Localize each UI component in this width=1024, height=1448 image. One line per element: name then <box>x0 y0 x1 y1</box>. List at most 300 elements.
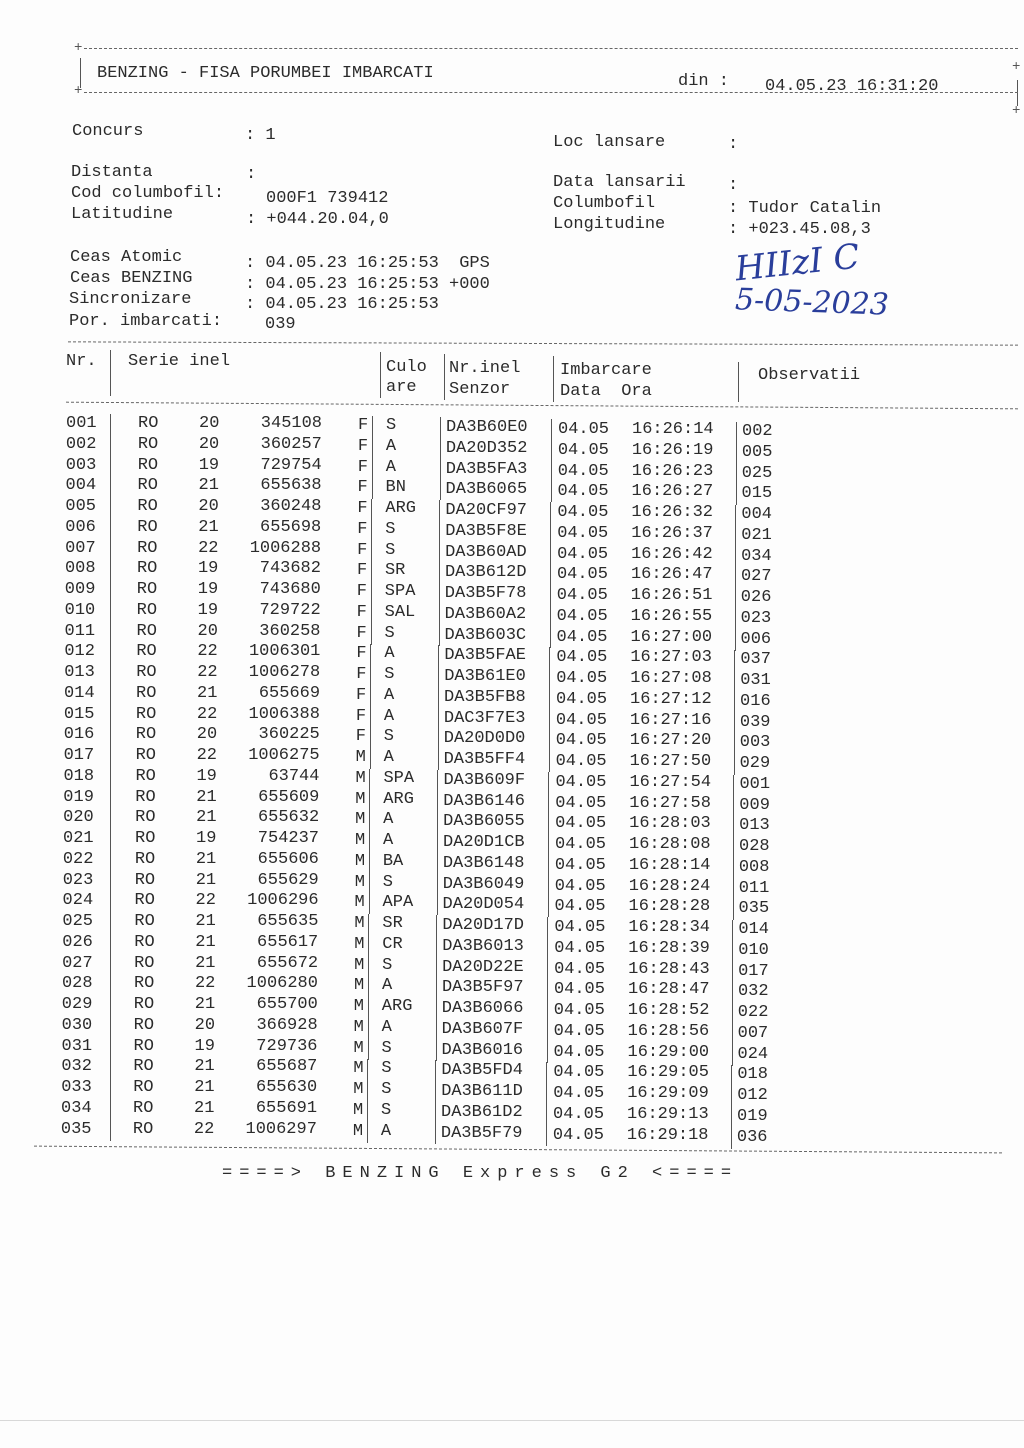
cell-nr: 018 <box>63 766 95 786</box>
cell-nr: 002 <box>65 434 97 454</box>
cell-observatii: 014 <box>738 920 769 939</box>
cell-country: RO <box>134 870 156 890</box>
cell-color: S <box>381 1059 392 1079</box>
table-row <box>0 849 1024 877</box>
cell-sensor: DA3B6049 <box>442 874 525 894</box>
longitudine-label: Longitudine <box>553 215 666 234</box>
row-divider <box>435 1123 436 1144</box>
cell-observatii: 032 <box>737 982 769 1002</box>
ceas-benzing-value: : 04.05.23 16:25:53 +000 <box>245 275 490 294</box>
cell-year: 22 <box>195 891 216 911</box>
cell-country: RO <box>136 559 158 579</box>
row-divider <box>110 684 111 705</box>
cell-observatii: 029 <box>739 754 771 773</box>
cell-time: 16:26:55 <box>630 606 713 626</box>
cell-country: RO <box>137 538 158 558</box>
cell-nr: 033 <box>61 1078 92 1097</box>
cell-date: 04.05 <box>555 835 607 854</box>
cell-sensor: DA3B6146 <box>443 791 525 811</box>
cell-sex: M <box>354 955 365 975</box>
row-divider <box>110 933 111 954</box>
cell-sex: M <box>355 831 366 850</box>
document-title: BENZING - FISA PORUMBEI IMBARCATI <box>97 64 434 83</box>
cell-country: RO <box>135 808 156 828</box>
row-divider <box>110 435 111 456</box>
cell-time: 16:28:34 <box>628 918 711 937</box>
cell-year: 21 <box>194 1078 215 1097</box>
cell-sex: M <box>354 851 366 871</box>
row-divider <box>110 580 111 601</box>
cell-color: S <box>382 872 393 892</box>
table-col-divider <box>380 352 381 398</box>
cell-color: APA <box>382 893 414 913</box>
cell-observatii: 016 <box>740 691 771 711</box>
cell-year: 22 <box>193 1119 215 1139</box>
table-row <box>0 787 1024 815</box>
sincronizare-value: : 04.05.23 16:25:53 <box>245 295 439 314</box>
cell-time: 16:27:58 <box>629 793 711 813</box>
table-row <box>0 1078 1024 1105</box>
cell-ring: 655609 <box>258 787 320 807</box>
col-header-serie: Serie inel <box>128 352 231 371</box>
cell-date: 04.05 <box>554 938 606 958</box>
cell-country: RO <box>136 683 157 703</box>
cell-country: RO <box>134 891 155 911</box>
cell-color: S <box>382 955 393 975</box>
cell-year: 22 <box>196 704 218 724</box>
table-row <box>0 808 1024 836</box>
cell-sensor: DA20D352 <box>445 438 528 458</box>
cell-observatii: 036 <box>736 1127 768 1147</box>
cell-ring: 729736 <box>256 1036 318 1056</box>
cell-date: 04.05 <box>557 482 609 502</box>
cell-year: 21 <box>198 517 219 537</box>
cell-color: S <box>384 623 395 643</box>
cell-sex: M <box>353 1059 364 1079</box>
handwritten-date: 5-05-2023 <box>734 282 890 323</box>
cell-sex: M <box>352 1121 364 1141</box>
row-divider <box>110 995 111 1016</box>
row-divider <box>110 663 111 684</box>
cell-sex: F <box>357 540 368 560</box>
header-corner: + <box>1012 59 1021 75</box>
table-row <box>0 497 1024 524</box>
cod-columbofil-label: Cod columbofil: <box>71 184 225 203</box>
cell-country: RO <box>137 434 159 454</box>
cell-sex: M <box>353 1038 364 1058</box>
cell-year: 22 <box>196 746 217 765</box>
cell-sensor: DA20D17D <box>442 916 525 935</box>
cell-nr: 006 <box>65 517 96 537</box>
cell-sex: F <box>356 665 367 684</box>
cell-sensor: DA3B612D <box>444 563 527 583</box>
cell-country: RO <box>136 642 157 662</box>
cell-ring: 1006280 <box>246 974 318 994</box>
cell-sensor: DA3B5F79 <box>440 1123 523 1143</box>
cell-time: 16:28:08 <box>629 835 711 854</box>
cell-time: 16:27:50 <box>629 752 712 771</box>
columbofil-label: Columbofil <box>553 194 656 213</box>
cell-ring: 655606 <box>257 849 319 869</box>
row-divider <box>110 1099 111 1120</box>
cell-sex: F <box>357 519 368 539</box>
cell-time: 16:27:08 <box>630 669 712 688</box>
cell-observatii: 012 <box>737 1086 768 1105</box>
cell-color: SR <box>384 561 406 581</box>
cell-sensor: DA3B61D2 <box>441 1102 523 1122</box>
cell-sensor: DA20D22E <box>442 957 524 977</box>
cell-date: 04.05 <box>557 503 609 522</box>
cell-year: 21 <box>195 912 216 931</box>
ceas-benzing-label: Ceas BENZING <box>70 269 193 288</box>
data-lansarii-value: : <box>728 176 739 195</box>
col-header-observatii: Observatii <box>758 366 861 385</box>
cell-time: 16:27:20 <box>629 731 712 751</box>
page-bottom-edge <box>0 1420 1024 1421</box>
cell-country: RO <box>133 1015 155 1035</box>
row-divider <box>546 1125 547 1146</box>
cell-nr: 004 <box>65 476 97 496</box>
cell-nr: 005 <box>65 497 96 516</box>
header-corner: + <box>74 40 83 56</box>
cell-color: CR <box>382 934 403 954</box>
header-corner: + <box>74 83 83 99</box>
col-header-data-ora: Data Ora <box>560 382 652 401</box>
cell-color: A <box>383 706 395 726</box>
cell-color: S <box>381 1038 392 1058</box>
cell-color: A <box>383 831 394 850</box>
cell-color: S <box>383 727 394 747</box>
cell-date: 04.05 <box>554 918 606 937</box>
cell-color: A <box>380 1121 392 1141</box>
cell-country: RO <box>133 1036 154 1056</box>
cell-sensor: DA3B61E0 <box>444 667 526 686</box>
cell-year: 20 <box>199 414 220 433</box>
cell-color: BA <box>382 851 404 871</box>
cell-sex: M <box>353 1080 364 1099</box>
cell-date: 04.05 <box>553 1063 605 1083</box>
table-col-divider <box>738 362 739 402</box>
cell-sex: F <box>357 499 368 518</box>
row-divider <box>110 1016 111 1037</box>
cell-ring: 655691 <box>255 1098 318 1118</box>
table-col-divider <box>553 356 554 402</box>
cell-time: 16:28:56 <box>627 1021 710 1041</box>
cell-date: 04.05 <box>553 1001 605 1020</box>
cell-sensor: DA3B6013 <box>442 936 524 956</box>
row-divider <box>110 788 111 809</box>
cell-country: RO <box>133 974 155 994</box>
cell-nr: 009 <box>64 580 96 599</box>
cell-observatii: 010 <box>738 940 769 960</box>
cell-ring: 729754 <box>260 455 322 475</box>
cell-observatii: 031 <box>740 671 771 690</box>
table-row <box>0 1057 1024 1085</box>
cell-ring: 1006297 <box>245 1119 317 1139</box>
cell-nr: 010 <box>64 600 96 620</box>
cell-ring: 1006388 <box>248 704 320 724</box>
cell-sex: F <box>357 478 368 498</box>
cell-sex: F <box>355 727 366 747</box>
cell-year: 21 <box>194 1057 215 1077</box>
cell-country: RO <box>133 1078 154 1097</box>
longitudine-value: : +023.45.08,3 <box>728 220 871 239</box>
cell-time: 16:26:27 <box>631 482 714 502</box>
cell-ring: 360257 <box>260 434 322 454</box>
cell-sex: F <box>356 644 367 664</box>
cell-sensor: DA20D0D0 <box>443 729 526 749</box>
table-row <box>0 600 1024 628</box>
cell-date: 04.05 <box>555 793 607 813</box>
cell-sex: M <box>355 768 366 788</box>
cell-date: 04.05 <box>554 959 606 979</box>
cell-nr: 019 <box>63 787 94 807</box>
cell-observatii: 021 <box>741 525 772 545</box>
cell-sex: F <box>356 602 367 622</box>
cell-year: 22 <box>194 974 216 994</box>
cell-sex: M <box>353 1100 364 1120</box>
cell-time: 16:26:32 <box>631 503 714 522</box>
row-divider <box>110 974 111 995</box>
data-lansarii-label: Data lansarii <box>553 173 686 192</box>
cell-sensor: DA3B609F <box>443 770 526 790</box>
cell-sex: F <box>356 561 368 581</box>
header-bottom-rule <box>84 92 1018 93</box>
cell-color: A <box>384 644 395 664</box>
row-divider <box>110 414 111 435</box>
cell-color: ARG <box>385 499 416 518</box>
table-row <box>0 1098 1024 1126</box>
cell-sensor: DAC3F7E3 <box>443 708 526 728</box>
table-row <box>0 559 1024 587</box>
cell-sensor: DA3B5F78 <box>444 584 527 603</box>
cell-country: RO <box>137 497 158 516</box>
cell-observatii: 013 <box>739 816 770 836</box>
table-row <box>0 891 1024 919</box>
cell-nr: 008 <box>64 559 96 579</box>
table-row <box>0 995 1024 1022</box>
cell-observatii: 007 <box>737 1023 769 1043</box>
cell-color: A <box>381 1017 392 1037</box>
cell-nr: 012 <box>64 642 95 662</box>
cell-country: RO <box>136 580 158 599</box>
cell-ring: 743682 <box>259 559 321 579</box>
table-row <box>0 829 1024 856</box>
cell-date: 04.05 <box>553 980 605 1000</box>
cell-time: 16:27:12 <box>630 689 712 709</box>
cell-sensor: DA3B60E0 <box>446 418 528 437</box>
cell-time: 16:26:14 <box>632 420 714 439</box>
concurs-value: : 1 <box>245 126 276 145</box>
table-row <box>0 683 1024 711</box>
cell-color: S <box>381 1100 392 1120</box>
row-divider <box>110 1120 111 1141</box>
footer-banner: ====> BENZING Express G2 <==== <box>222 1164 739 1183</box>
cell-observatii: 039 <box>739 712 771 732</box>
cell-nr: 003 <box>65 455 97 475</box>
cell-sensor: DA20CF97 <box>445 501 528 520</box>
row-divider <box>110 497 111 518</box>
cell-ring: 655669 <box>258 683 321 703</box>
cell-observatii: 034 <box>741 546 772 566</box>
cell-color: BN <box>385 478 406 498</box>
header-corner: + <box>1012 103 1021 119</box>
cell-year: 21 <box>196 808 217 828</box>
cell-sensor: DA3B607F <box>441 1019 524 1039</box>
cell-observatii: 035 <box>738 899 770 919</box>
din-label: din : <box>678 72 730 91</box>
ceas-atomic-label: Ceas Atomic <box>70 248 183 267</box>
table-row <box>0 414 1024 441</box>
cell-color: A <box>383 810 394 830</box>
cell-ring: 655629 <box>257 870 319 890</box>
col-header-nrinel: Nr.inel <box>449 359 521 378</box>
loc-lansare-value: : <box>728 135 739 154</box>
cell-sex: F <box>355 706 367 726</box>
cell-sensor: DA3B60AD <box>445 542 527 562</box>
cell-nr: 007 <box>65 538 96 558</box>
table-row <box>0 746 1024 773</box>
cell-ring: 1006296 <box>247 891 319 911</box>
cell-sex: M <box>355 789 366 809</box>
cell-ring: 754237 <box>257 829 320 848</box>
cell-year: 21 <box>195 953 216 973</box>
table-row <box>0 642 1024 670</box>
cell-time: 16:29:09 <box>627 1084 709 1103</box>
row-divider <box>110 850 111 871</box>
cell-observatii: 019 <box>737 1106 768 1126</box>
cell-ring: 655635 <box>257 912 319 931</box>
cell-time: 16:28:39 <box>628 938 710 958</box>
cell-country: RO <box>136 621 157 641</box>
cell-observatii: 005 <box>741 442 773 462</box>
cell-time: 16:26:37 <box>631 523 713 543</box>
concurs-label: Concurs <box>72 122 144 141</box>
cell-date: 04.05 <box>558 420 610 439</box>
cell-country: RO <box>137 455 159 475</box>
cell-ring: 655632 <box>257 808 320 828</box>
table-header-rule <box>66 402 1018 410</box>
cell-color: SAL <box>384 602 416 622</box>
cell-time: 16:27:00 <box>630 627 713 647</box>
cell-sex: F <box>356 685 367 705</box>
cell-nr: 020 <box>63 808 94 828</box>
cell-nr: 022 <box>62 849 94 869</box>
cell-ring: 360258 <box>259 621 321 641</box>
cell-nr: 016 <box>63 725 95 745</box>
table-row <box>0 538 1024 566</box>
cell-year: 21 <box>195 849 217 869</box>
cell-observatii: 003 <box>739 733 771 753</box>
cell-ring: 655687 <box>256 1057 318 1077</box>
cell-date: 04.05 <box>556 648 608 668</box>
cell-country: RO <box>135 746 156 765</box>
row-divider <box>110 622 111 643</box>
cell-country: RO <box>134 932 155 952</box>
table-row <box>0 580 1024 607</box>
row-divider <box>110 767 111 788</box>
cell-nr: 034 <box>61 1098 92 1118</box>
cell-time: 16:27:54 <box>629 772 712 792</box>
cell-color: A <box>385 457 396 477</box>
cell-time: 16:26:51 <box>630 586 713 605</box>
table-col-divider <box>444 354 445 400</box>
row-divider <box>110 1057 111 1078</box>
cell-ring: 366928 <box>256 1015 318 1035</box>
row-divider <box>110 746 111 767</box>
table-row <box>0 1015 1024 1043</box>
cell-time: 16:28:52 <box>627 1001 710 1020</box>
cell-country: RO <box>133 1098 154 1118</box>
cell-observatii: 008 <box>738 857 770 877</box>
cell-nr: 028 <box>61 974 93 994</box>
cell-country: RO <box>135 704 157 724</box>
row-divider <box>110 705 111 726</box>
cell-time: 16:26:47 <box>630 565 713 585</box>
cell-year: 21 <box>197 683 218 703</box>
cell-time: 16:29:05 <box>627 1063 709 1083</box>
cell-color: S <box>384 665 395 684</box>
table-bottom-rule <box>34 1146 1002 1154</box>
table-row <box>0 932 1024 960</box>
cell-sex: M <box>354 893 365 913</box>
cell-sensor: DA3B6066 <box>441 999 524 1018</box>
col-header-culo-2: are <box>386 378 417 397</box>
cell-date: 04.05 <box>554 855 606 875</box>
cell-sensor: DA20D054 <box>442 895 525 915</box>
cell-ring: 743680 <box>259 580 321 599</box>
cell-sensor: DA3B5FF4 <box>443 750 526 769</box>
cell-sensor: DA3B6016 <box>441 1040 524 1060</box>
header-top-rule <box>84 48 1018 49</box>
cell-time: 16:28:47 <box>627 980 710 1000</box>
cell-time: 16:26:23 <box>631 461 714 481</box>
row-divider <box>110 954 111 975</box>
cell-ring: 360225 <box>258 725 320 745</box>
table-row <box>0 434 1024 462</box>
cell-sex: F <box>356 582 367 601</box>
cell-observatii: 004 <box>741 505 772 524</box>
cell-time: 16:27:16 <box>629 710 712 730</box>
cell-observatii: 009 <box>739 795 770 815</box>
cell-country: RO <box>132 1119 154 1139</box>
cell-sensor: DA3B6148 <box>442 853 525 873</box>
cell-country: RO <box>133 1057 154 1077</box>
table-row <box>0 912 1024 939</box>
columbofil-value: : Tudor Catalin <box>728 199 882 218</box>
cell-sensor: DA3B5FAE <box>444 646 526 666</box>
cell-sex: M <box>354 934 365 954</box>
cell-observatii: 026 <box>740 588 772 607</box>
cell-sex: M <box>353 976 365 996</box>
table-row <box>0 766 1024 794</box>
cell-color: A <box>381 976 393 996</box>
cell-sensor: DA3B5FD4 <box>441 1061 523 1081</box>
cell-country: RO <box>135 766 156 786</box>
cell-sensor: DA3B603C <box>444 625 527 645</box>
cell-date: 04.05 <box>557 523 609 543</box>
cell-year: 22 <box>197 642 218 662</box>
cell-date: 04.05 <box>553 1042 605 1062</box>
cell-sensor: DA3B5FB8 <box>444 687 526 707</box>
cell-observatii: 017 <box>738 961 769 981</box>
cell-time: 16:28:03 <box>629 814 711 834</box>
cell-nr: 025 <box>62 912 93 931</box>
cell-observatii: 028 <box>739 837 770 856</box>
cell-time: 16:28:14 <box>628 855 711 875</box>
cell-date: 04.05 <box>556 586 608 605</box>
cell-observatii: 015 <box>741 484 773 504</box>
